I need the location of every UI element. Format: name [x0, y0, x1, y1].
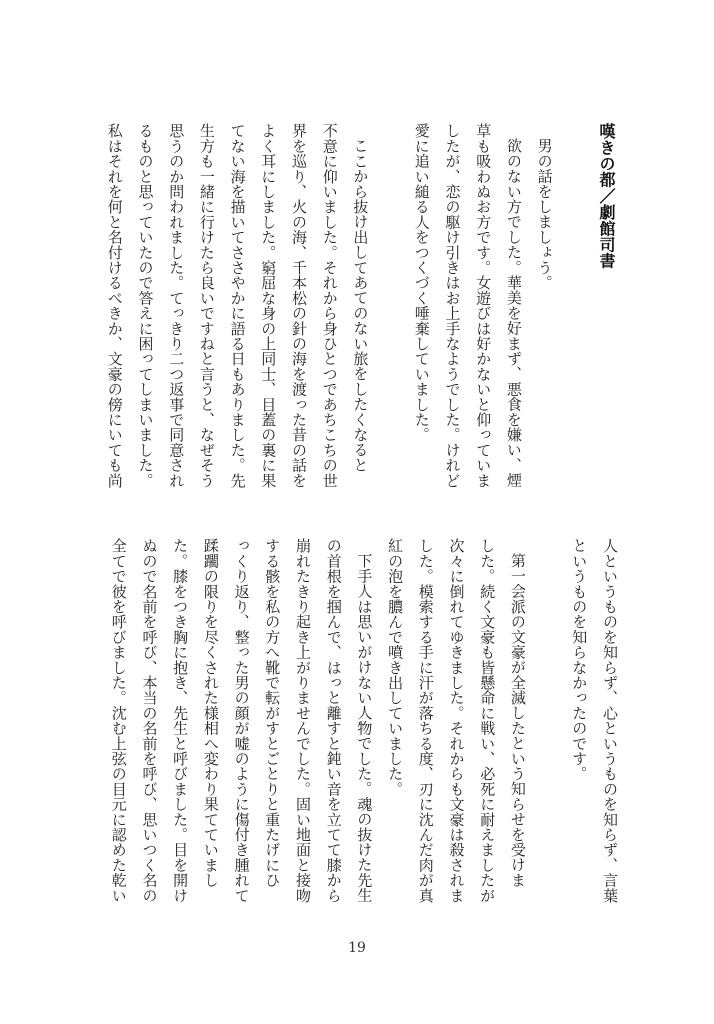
text-line: 不意に仰いました。それから身ひとつであちこちの世	[320, 123, 339, 488]
text-line: というものを知らなかったのです。	[570, 538, 589, 782]
text-line: 崩れたきり起き上がりませんでした。固い地面と接吻	[293, 538, 312, 903]
text-line: 界を巡り、火の海、千本松の針の海を渡った昔の話を	[290, 123, 308, 488]
page-number: 19	[348, 940, 366, 956]
text-line: 第一会派の文豪が全滅したという知らせを受けま	[508, 553, 527, 888]
blank-line	[533, 538, 564, 918]
text-line: るものと思っていたので答えに困ってしまいました。	[136, 123, 155, 488]
text-line: した。模索する手に汗が落ちる度、刃に沈んだ肉が真	[416, 538, 435, 903]
text-line: 人というものを知らず、心というものを知らず、言葉	[601, 538, 619, 903]
text-line: 思うのか問われました。てっきり二つ返事で同意され	[167, 123, 186, 488]
top-text-block	[99, 123, 621, 503]
text-line: ここから抜け出してあてのない旅をしたくなると	[351, 138, 370, 473]
text-line: 愛に追い縋る人をつくづく唾棄していました。	[412, 123, 431, 443]
text-line: 私はそれを何と名付けるべきか、文豪の傍にいても尚	[105, 123, 124, 488]
text-line: 生方も一緒に行けたら良いですねと言うと、なぜそう	[197, 123, 216, 488]
text-line: の首根を掴んで、はっと離すと鈍い音を立てて膝から	[324, 538, 343, 903]
text-line: 紅の泡を膿んで噴き出していました。	[386, 538, 405, 797]
blank-line	[375, 123, 406, 503]
text-line: よく耳にしました。窮屈な身の上同士、目蓋の裏に果	[259, 123, 278, 488]
chapter-title: 嘆きの都／劇館司書	[597, 123, 616, 269]
text-line: っくり返り、整った男の顔が嘘のように傷付き腫れて	[232, 538, 251, 903]
text-line: 蹂躙の限りを尽くされた様相へ変わり果てていまし	[201, 538, 220, 888]
bottom-text-block	[103, 538, 625, 918]
text-line: た。膝をつき胸に抱き、先生と呼びました。目を開け	[171, 538, 190, 903]
text-line: 下手人は思いがけない人物でした。魂の抜けた先生	[355, 553, 374, 903]
text-line: ぬので名前を呼び、本当の名前を呼び、思いつく名の	[140, 538, 159, 903]
text-line: てない海を描いてささやかに語る日もありました。先	[228, 123, 247, 488]
text-line: 次々に倒れてゆきました。それからも文豪は殺されま	[447, 538, 466, 903]
text-line: したが、恋の駆け引きはお上手なようでした。けれど	[443, 123, 462, 488]
text-line: 全てで彼を呼びました。沈む上弦の目元に認めた乾い	[109, 538, 128, 903]
blank-line	[560, 123, 591, 503]
text-line: 欲のない方でした。華美を好まず、悪食を嫌い、煙	[504, 138, 523, 488]
text-line: する骸を私の方へ靴で転がすとごとりと重たげにひ	[263, 538, 282, 888]
text-line: 草も吸わぬお方です。女遊びは好かないと仰っていま	[474, 123, 493, 488]
text-line: した。続く文豪も皆懸命に戦い、必死に耐えましたが	[478, 538, 497, 903]
text-line: 男の話をしましょう。	[535, 138, 554, 291]
